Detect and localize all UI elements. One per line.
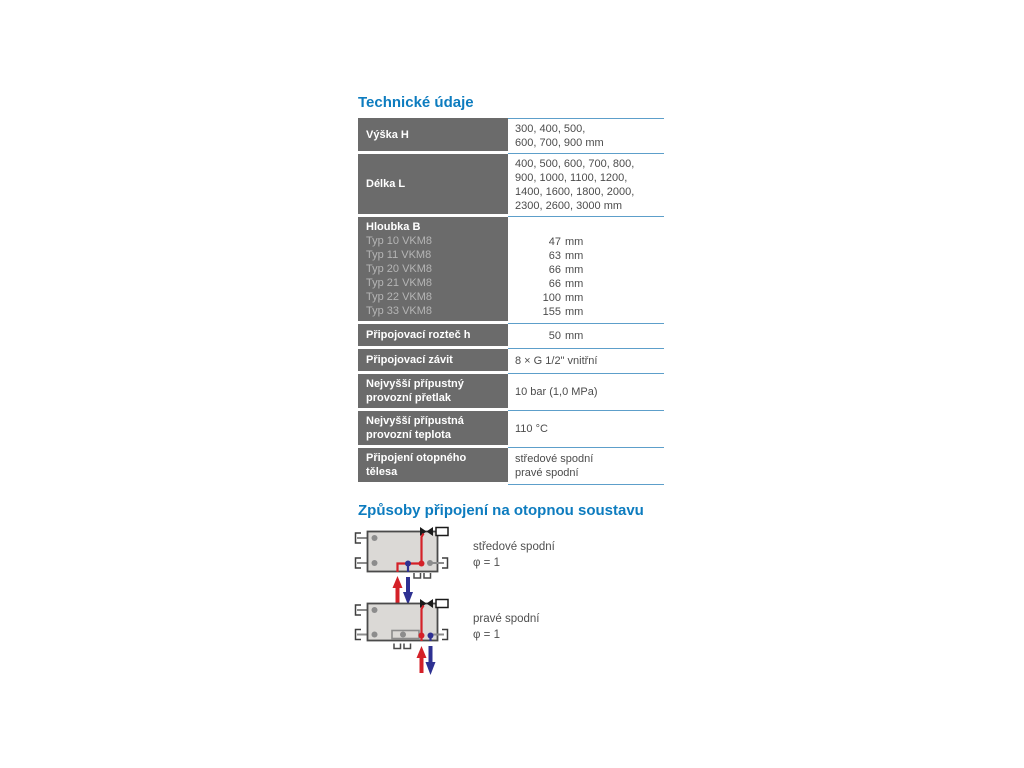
row-label-vyska	[358, 118, 508, 154]
label-text: Připojovací závit	[366, 354, 453, 366]
row-value-pretlak	[508, 374, 664, 411]
supply-junction	[419, 561, 425, 567]
diagram2-phi-value: φ = 1	[473, 629, 500, 641]
table-row-teplota	[358, 411, 664, 448]
row-value-teplota	[508, 411, 664, 448]
value-line: 47 mm	[548, 236, 584, 248]
table-row-pretlak	[358, 374, 664, 411]
diagram1-phi-value: φ = 1	[473, 557, 500, 569]
value-line: 900, 1000, 1100, 1200,	[515, 172, 628, 184]
table-row-roztec	[358, 324, 664, 349]
row-value-vyska	[508, 118, 664, 154]
connection-point	[372, 607, 378, 613]
floor-bracket-icon	[404, 644, 411, 649]
table-row-pripojeni	[358, 448, 664, 485]
row-label-zavit	[358, 349, 508, 374]
diagram1-label: středové spodní	[473, 541, 555, 553]
valve-head-icon	[436, 528, 448, 536]
row-label-roztec	[358, 324, 508, 349]
value-line: 1400, 1600, 1800, 2000,	[515, 186, 635, 198]
value-line: 63 mm	[548, 250, 584, 262]
return-arrow-icon	[426, 662, 436, 675]
row-label-pripojeni	[358, 448, 508, 485]
typ-label: Typ 21 VKM8	[366, 277, 433, 289]
label-text: Nejvyšší přípustný	[366, 378, 464, 390]
row-value-delka	[508, 154, 664, 217]
row-value-roztec	[508, 324, 664, 349]
radiator-diagram-right-bottom	[352, 596, 467, 688]
diagram2-label: pravé spodní	[473, 613, 540, 625]
return-junction	[405, 561, 411, 567]
return-junction	[428, 633, 434, 639]
typ-label: Typ 10 VKM8	[366, 235, 433, 247]
supply-junction	[419, 633, 425, 639]
row-label-pretlak	[358, 374, 508, 411]
connection-methods-section	[358, 502, 678, 526]
row-value-hloubka	[508, 217, 664, 324]
value-line: 66 mm	[548, 264, 584, 276]
supply-arrow-icon	[393, 576, 403, 588]
table-row-delka	[358, 154, 664, 217]
connection-point	[372, 560, 378, 566]
label-text: Hloubka B	[366, 221, 421, 233]
section-title-connection-methods: Způsoby připojení na otopnou soustavu	[358, 502, 644, 519]
label-text: provozní teplota	[366, 429, 451, 441]
connection-point	[400, 632, 406, 638]
supply-arrow-icon	[417, 646, 427, 658]
table-row-vyska	[358, 118, 664, 154]
value-line: 10 bar (1,0 MPa)	[515, 386, 598, 398]
value-line: 66 mm	[548, 278, 584, 290]
value-line: 300, 400, 500,	[515, 123, 586, 135]
floor-bracket-icon	[424, 573, 431, 578]
technical-data-table	[358, 118, 664, 485]
label-text: Připojovací rozteč h	[366, 329, 471, 341]
value-line: 8 × G 1/2" vnitřní	[515, 355, 598, 367]
value-line: 2300, 2600, 3000 mm	[515, 200, 623, 212]
spacer	[515, 221, 657, 235]
typ-label: Typ 22 VKM8	[366, 291, 433, 303]
valve-head-icon	[436, 600, 448, 608]
section-title-technical-data: Technické údaje	[358, 94, 474, 111]
typ-label: Typ 33 VKM8	[366, 305, 433, 317]
row-label-delka	[358, 154, 508, 217]
value-line: 100 mm	[542, 292, 584, 304]
row-value-zavit	[508, 349, 664, 374]
table-row-hloubka	[358, 217, 664, 324]
technical-data-section	[358, 94, 664, 485]
row-label-teplota	[358, 411, 508, 448]
value-line: 110 °C	[515, 423, 548, 435]
value-line: středové spodní	[515, 453, 594, 465]
typ-label: Typ 11 VKM8	[366, 249, 432, 261]
label-text: provozní přetlak	[366, 392, 451, 404]
label-text: Nejvyšší přípustná	[366, 415, 464, 427]
row-label-hloubka	[358, 217, 508, 324]
typ-label: Typ 20 VKM8	[366, 263, 433, 275]
connection-point	[372, 632, 378, 638]
radiator-body	[368, 532, 438, 572]
label-text: Délka L	[366, 178, 406, 190]
floor-bracket-icon	[414, 573, 421, 578]
label-text: Připojení otopného tělesa	[366, 452, 467, 478]
value-line: pravé spodní	[515, 467, 579, 479]
connection-point	[427, 560, 433, 566]
floor-bracket-icon	[394, 644, 401, 649]
value-line: 50 mm	[548, 330, 584, 342]
value-line: 155 mm	[542, 306, 584, 318]
label-text: Výška H	[366, 128, 409, 141]
value-line: 600, 700, 900 mm	[515, 137, 604, 149]
value-line: 400, 500, 600, 700, 800,	[515, 158, 635, 170]
table-row-zavit	[358, 349, 664, 374]
row-value-pripojeni	[508, 448, 664, 485]
connection-point	[372, 535, 378, 541]
